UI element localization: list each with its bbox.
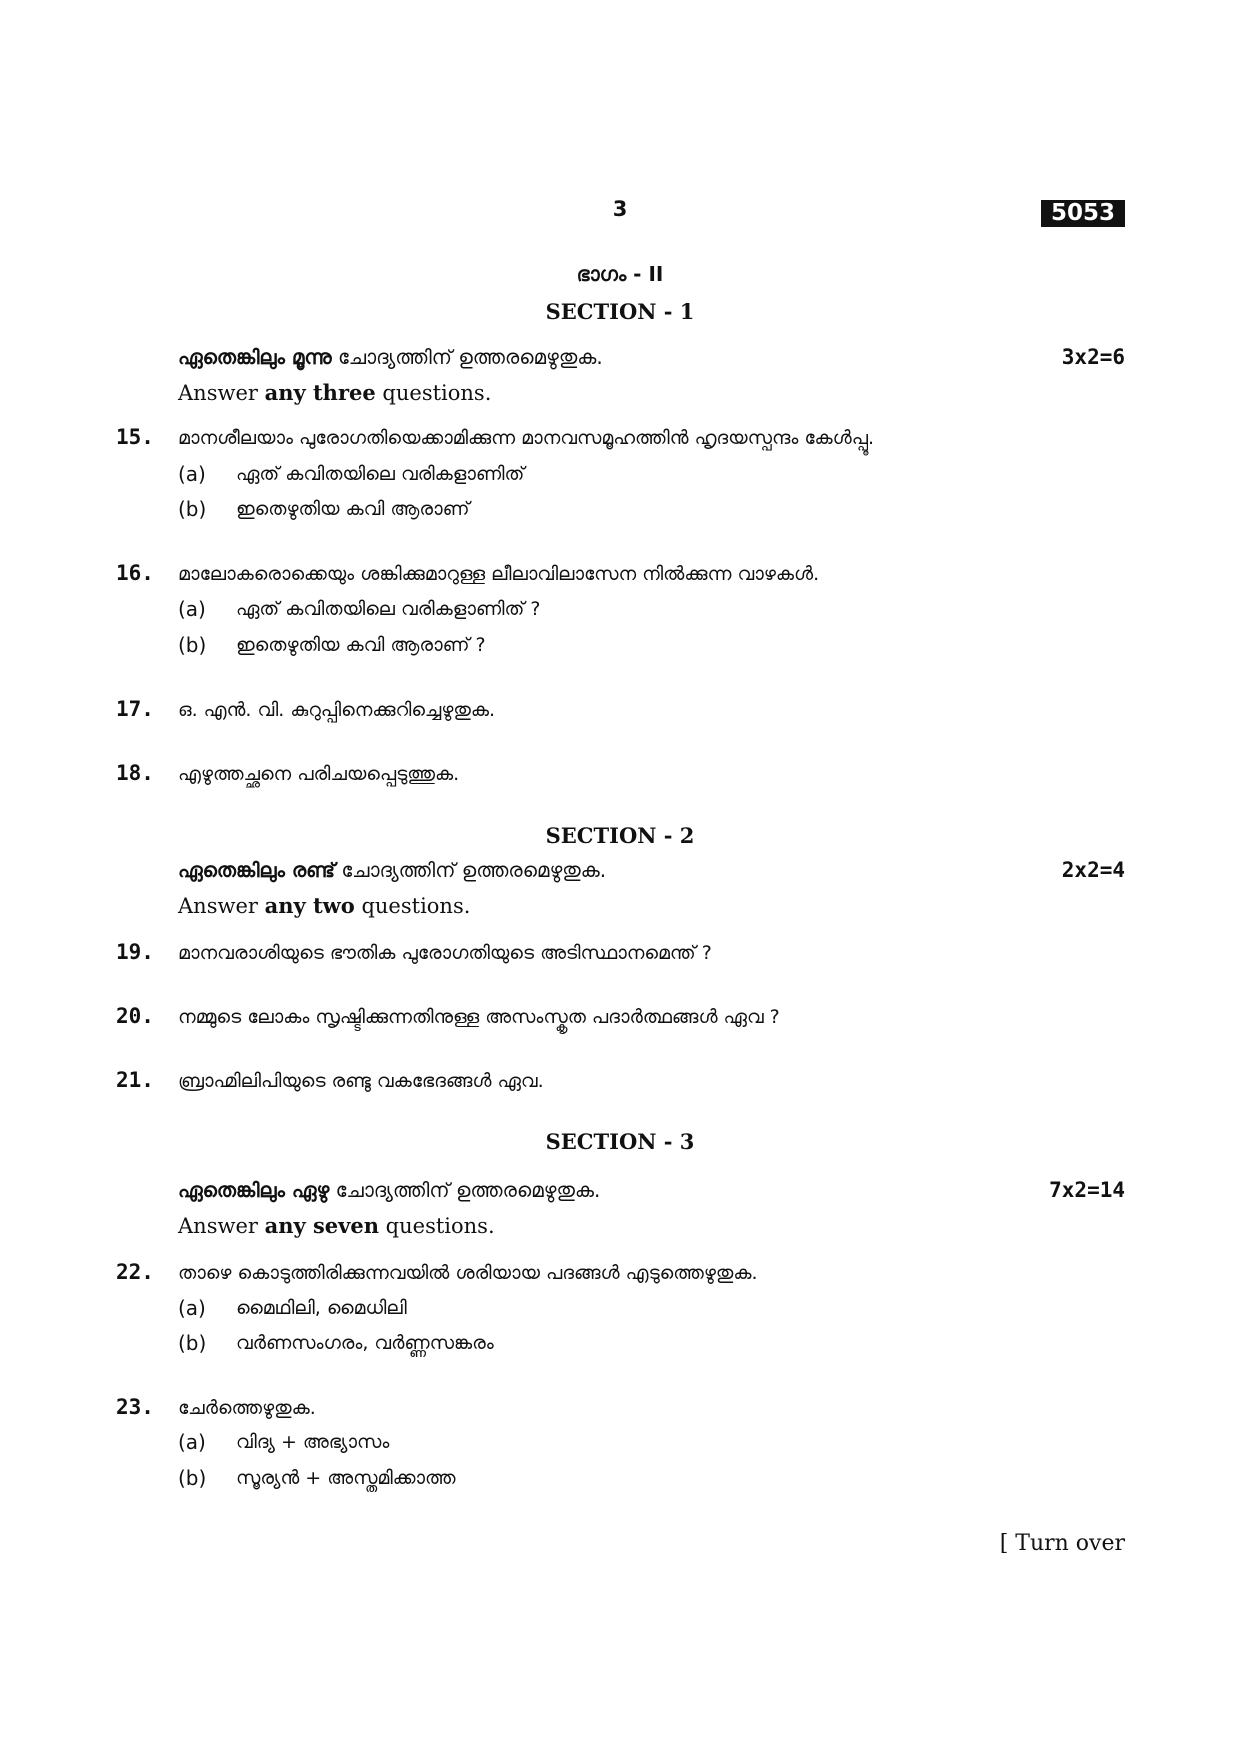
question-22b-label: (b)	[178, 1331, 207, 1355]
section-3-title: SECTION - 3	[545, 1129, 695, 1154]
question-23-text: ചേർത്തെഴുതുക.	[178, 1397, 316, 1419]
question-15b-label: (b)	[178, 497, 207, 521]
question-16a-text: ഏത് കവിതയിലെ വരികളാണിത് ?	[236, 598, 541, 620]
section-1-instruction-ml: ഏതെങ്കിലും മൂന്നു ചോദ്യത്തിന് ഉത്തരമെഴുതുക.	[178, 345, 603, 369]
question-23a-label: (a)	[178, 1430, 206, 1454]
page-number: 3	[612, 197, 628, 221]
question-23a-text: വിദ്യ + അഭ്യാസം	[236, 1431, 390, 1453]
question-17-text: ഒ. എൻ. വി. കുറുപ്പിനെക്കുറിച്ചെഴുതുക.	[178, 699, 496, 721]
section-2-title: SECTION - 2	[545, 823, 695, 848]
question-23b-label: (b)	[178, 1466, 207, 1490]
question-17-number: 17.	[116, 697, 154, 721]
question-16-number: 16.	[116, 561, 154, 585]
section-3-marks: 7x2=14	[1049, 1178, 1125, 1202]
question-22a-text: മൈഥിലി, മൈധിലി	[236, 1297, 407, 1319]
question-15-number: 15.	[116, 425, 154, 449]
question-15a-label: (a)	[178, 462, 206, 486]
question-21-text: ബ്രാഹ്മിലിപിയുടെ രണ്ടു വകഭേദങ്ങൾ ഏവ.	[178, 1070, 544, 1092]
question-18-text: എഴുത്തച്ഛനെ പരിചയപ്പെടുത്തുക.	[178, 763, 460, 785]
section-3-instruction-ml: ഏതെങ്കിലും ഏഴു ചോദ്യത്തിന് ഉത്തരമെഴുതുക.	[178, 1178, 601, 1202]
section-2-instruction-ml: ഏതെങ്കിലും രണ്ട് ചോദ്യത്തിന് ഉത്തരമെഴുതുക.	[178, 858, 607, 882]
question-22b-text: വർണസംഗരം, വർണ്ണസങ്കരം	[236, 1332, 494, 1354]
question-18-number: 18.	[116, 761, 154, 785]
question-15a-text: ഏത് കവിതയിലെ വരികളാണിത്	[236, 463, 525, 485]
question-15-text: മാനശീലയാം പുരോഗതിയെക്കാമിക്കുന്ന മാനവസമൂഹത്തിൻ ഹൃദയസ്പന്ദം കേൾപ്പൂ.	[178, 427, 874, 449]
question-16-text: മാലോകരൊക്കെയും ശങ്കിക്കുമാറുള്ള ലീലാവിലാസേന നിൽക്കുന്ന വാഴകൾ.	[178, 563, 820, 585]
question-16b-label: (b)	[178, 633, 207, 657]
question-19-number: 19.	[116, 940, 154, 964]
part-title: ഭാഗം - II	[576, 262, 664, 286]
question-16b-text: ഇതെഴുതിയ കവി ആരാണ് ?	[236, 634, 486, 656]
turn-over-note: [ Turn over	[999, 1531, 1125, 1556]
question-15b-text: ഇതെഴുതിയ കവി ആരാണ്	[236, 498, 470, 520]
question-22a-label: (a)	[178, 1296, 206, 1320]
section-2-instruction-en: Answer any two questions.	[178, 893, 471, 918]
question-16a-label: (a)	[178, 597, 206, 621]
section-1-instruction-en: Answer any three questions.	[178, 380, 492, 405]
question-22-text: താഴെ കൊടുത്തിരിക്കുന്നവയിൽ ശരിയായ പദങ്ങൾ എടുത്തെഴുതുക.	[178, 1262, 758, 1284]
question-23b-text: സൂര്യൻ + അസ്തമിക്കാത്ത	[236, 1467, 456, 1489]
section-2-marks: 2x2=4	[1061, 858, 1125, 882]
question-20-text: നമ്മുടെ ലോകം സൃഷ്ടിക്കുന്നതിനുള്ള അസംസ്കൃത പദാർത്ഥങ്ങൾ ഏവ ?	[178, 1006, 780, 1028]
section-3-instruction-en: Answer any seven questions.	[178, 1213, 495, 1238]
question-20-number: 20.	[116, 1004, 154, 1028]
section-1-title: SECTION - 1	[545, 299, 695, 324]
question-21-number: 21.	[116, 1068, 154, 1092]
section-1-marks: 3x2=6	[1061, 345, 1125, 369]
paper-code: 5053	[1041, 200, 1125, 227]
question-19-text: മാനവരാശിയുടെ ഭൗതിക പുരോഗതിയുടെ അടിസ്ഥാനമെന്ത് ?	[178, 942, 712, 964]
question-23-number: 23.	[116, 1395, 154, 1419]
question-22-number: 22.	[116, 1260, 154, 1284]
